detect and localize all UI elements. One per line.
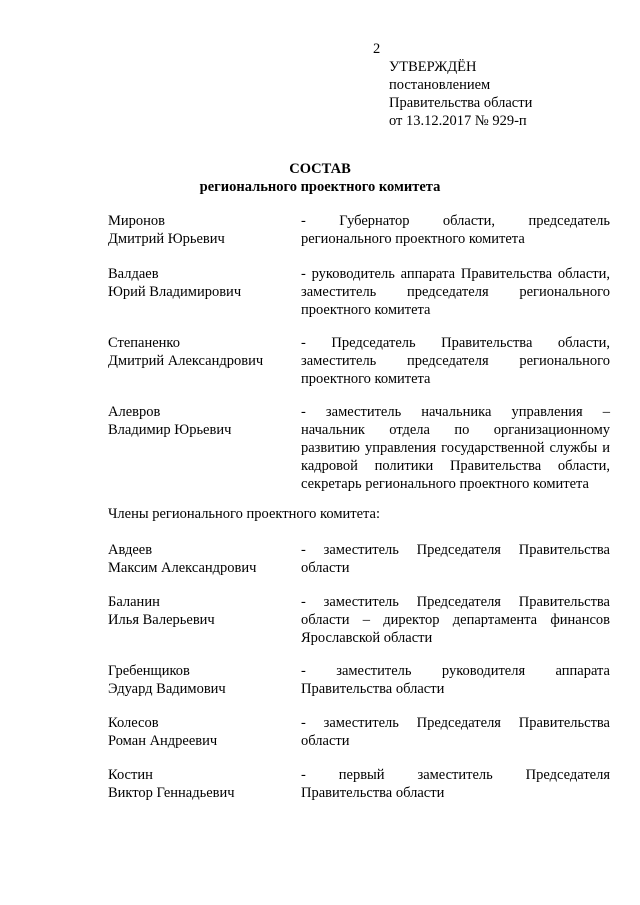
- person-name: [108, 541, 256, 577]
- person-surname: Валдаев: [108, 266, 159, 282]
- person-given-names: Владимир Юрьевич: [108, 422, 232, 438]
- person-surname: Баланин: [108, 594, 160, 610]
- approval-stamp: [389, 58, 532, 130]
- person-role: - руководитель аппарата Правительства области, заместитель председателя регионального проектного комитета: [301, 266, 610, 318]
- person-surname: Гребенщиков: [108, 663, 190, 679]
- approval-line-government: Правительства области: [389, 95, 533, 111]
- person-name: [108, 265, 241, 301]
- person-role: - заместитель Председателя Правительства области: [301, 715, 610, 749]
- approval-line-approved: УТВЕРЖДЁН: [389, 59, 477, 75]
- person-name: [108, 593, 215, 629]
- person-surname: Степаненко: [108, 335, 180, 351]
- document-title: СОСТАВ: [289, 161, 351, 177]
- person-role: - первый заместитель Председателя Правительства области: [301, 767, 610, 801]
- person-given-names: Эдуард Вадимович: [108, 681, 226, 697]
- person-surname: Колесов: [108, 715, 159, 731]
- person-name: [108, 662, 226, 698]
- person-role: - Председатель Правительства области, заместитель председателя регионального проектного комитета: [301, 335, 610, 387]
- person-surname: Костин: [108, 767, 153, 783]
- person-role: - заместитель начальника управления – начальник отдела по организационному развитию управления государственной службы и кадровой политики Правительства области, секретарь регионального проектного комитета: [301, 404, 610, 492]
- person-given-names: Илья Валерьевич: [108, 612, 215, 628]
- person-given-names: Юрий Владимирович: [108, 284, 242, 300]
- person-surname: Миронов: [108, 213, 166, 229]
- person-role: - заместитель Председателя Правительства области: [301, 542, 610, 576]
- approval-line-resolution: постановлением: [389, 77, 491, 93]
- document-subtitle: регионального проектного комитета: [199, 179, 441, 195]
- person-name: [108, 766, 235, 802]
- person-name: [108, 334, 263, 370]
- person-surname: Алевров: [108, 404, 161, 420]
- person-given-names: Роман Андреевич: [108, 733, 218, 749]
- members-heading: Члены регионального проектного комитета:: [108, 506, 381, 522]
- person-name: [108, 403, 231, 439]
- approval-line-date-number: от 13.12.2017 № 929-п: [389, 113, 527, 129]
- person-name: [108, 212, 225, 248]
- person-name: [108, 714, 217, 750]
- person-role: - заместитель Председателя Правительства области – директор департамента финансов Ярославской области: [301, 594, 610, 646]
- person-role: - заместитель руководителя аппарата Правительства области: [301, 663, 610, 697]
- person-given-names: Дмитрий Юрьевич: [108, 231, 225, 247]
- person-role: - Губернатор области, председатель регионального проектного комитета: [301, 213, 610, 247]
- person-surname: Авдеев: [108, 542, 153, 558]
- page-number: 2: [373, 41, 381, 57]
- person-given-names: Максим Александрович: [108, 560, 257, 576]
- person-given-names: Дмитрий Александрович: [108, 353, 264, 369]
- person-given-names: Виктор Геннадьевич: [108, 785, 235, 801]
